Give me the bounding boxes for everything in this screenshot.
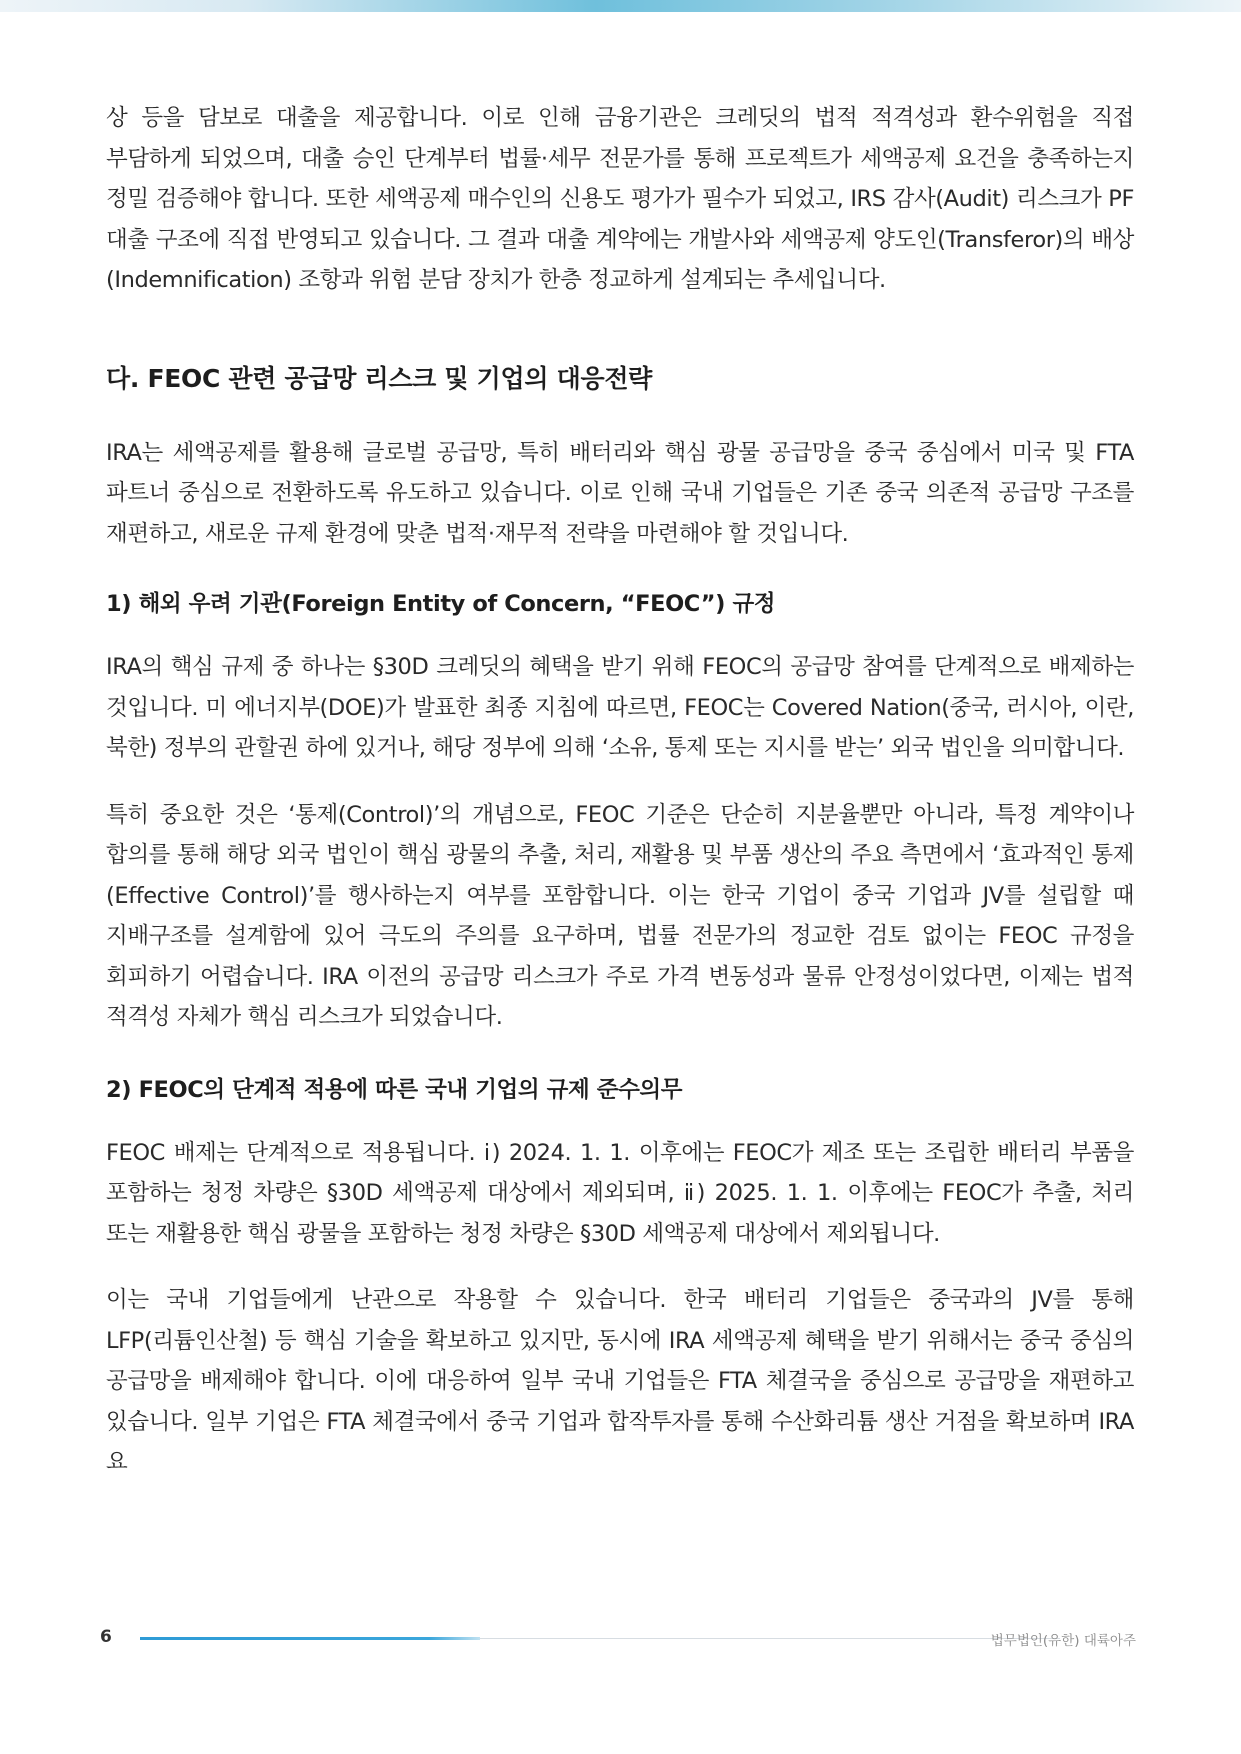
page-number: 6: [100, 1627, 112, 1647]
section-heading: 다. FEOC 관련 공급망 리스크 및 기업의 대응전략: [106, 363, 653, 393]
subsection-1-heading: 1) 해외 우려 기관(Foreign Entity of Concern, “FEOC”) 규정: [106, 591, 776, 617]
document-body: [106, 98, 1134, 1483]
footer-firm-name: 법무법인(유한) 대륙아주: [990, 1633, 1136, 1649]
intro-paragraph: 상 등을 담보로 대출을 제공합니다. 이로 인해 금융기관은 크레딧의 법적 적격성과 환수위험을 직접 부담하게 되었으며, 대출 승인 단계부터 법률·세무 전문가를 통해 프로젝트가 세액공제 요건을 충족하는지 정밀 검증해야 합니다. 또한 세액공제 매수인의 신용도 평가가 필수가 되었고, IRS 감사(Audit) 리스크가 PF 대출 구조에 직접 반영되고 있습니다. 그 결과 대출 계약에는 개발사와 세액공제 양도인(Transferor)의 배상(Indemnification) 조항과 위험 분담 장치가 한층 정교하게 설계되는 추세입니다.: [106, 105, 1134, 293]
subsection-2-paragraph-2: 이는 국내 기업들에게 난관으로 작용할 수 있습니다. 한국 배터리 기업들은 중국과의 JV를 통해 LFP(리튬인산철) 등 핵심 기술을 확보하고 있지만, 동시에 IRA 세액공제 혜택을 받기 위해서는 중국 중심의 공급망을 배제해야 합니다. 이에 대응하여 일부 국내 기업들은 FTA 체결국을 중심으로 공급망을 재편하고 있습니다. 일부 기업은 FTA 체결국에서 중국 기업과 합작투자를 통해 수산화리튬 생산 거점을 확보하며 IRA 요: [106, 1287, 1134, 1475]
subsection-1-paragraph-1: IRA의 핵심 규제 중 하나는 §30D 크레딧의 혜택을 받기 위해 FEOC의 공급망 참여를 단계적으로 배제하는 것입니다. 미 에너지부(DOE)가 발표한 최종 지침에 따르면, FEOC는 Covered Nation(중국, 러시아, 이란, 북한) 정부의 관할권 하에 있거나, 해당 정부에 의해 ‘소유, 통제 또는 지시를 받는’ 외국 법인을 의미합니다.: [106, 654, 1134, 761]
page-footer: [100, 1627, 1136, 1651]
subsection-2-heading: 2) FEOC의 단계적 적용에 따른 국내 기업의 규제 준수의무: [106, 1076, 683, 1103]
footer-accent-line: [140, 1637, 480, 1640]
subsection-2-paragraph-1: FEOC 배제는 단계적으로 적용됩니다. ⅰ) 2024. 1. 1. 이후에는 FEOC가 제조 또는 조립한 배터리 부품을 포함하는 청정 차량은 §30D 세액공제 대상에서 제외되며, ⅱ) 2025. 1. 1. 이후에는 FEOC가 추출, 처리 또는 재활용한 핵심 광물을 포함하는 청정 차량은 §30D 세액공제 대상에서 제외됩니다.: [106, 1139, 1134, 1247]
top-gradient-bar: [0, 0, 1241, 12]
section-paragraph: IRA는 세액공제를 활용해 글로벌 공급망, 특히 배터리와 핵심 광물 공급망을 중국 중심에서 미국 및 FTA 파트너 중심으로 전환하도록 유도하고 있습니다. 이로 인해 국내 기업들은 기존 중국 의존적 공급망 구조를 재편하고, 새로운 규제 환경에 맞춘 법적·재무적 전략을 마련해야 할 것입니다.: [106, 439, 1134, 547]
subsection-1-paragraph-2: 특히 중요한 것은 ‘통제(Control)’의 개념으로, FEOC 기준은 단순히 지분율뿐만 아니라, 특정 계약이나 합의를 통해 해당 외국 법인이 핵심 광물의 추출, 처리, 재활용 및 부품 생산의 주요 측면에서 ‘효과적인 통제(Effective Control)’를 행사하는지 여부를 포함합니다. 이는 한국 기업이 중국 기업과 JV를 설립할 때 지배구조를 설계함에 있어 극도의 주의를 요구하며, 법률 전문가의 정교한 검토 없이는 FEOC 규정을 회피하기 어렵습니다. IRA 이전의 공급망 리스크가 주로 가격 변동성과 물류 안정성이었다면, 이제는 법적 적격성 자체가 핵심 리스크가 되었습니다.: [106, 801, 1134, 1030]
